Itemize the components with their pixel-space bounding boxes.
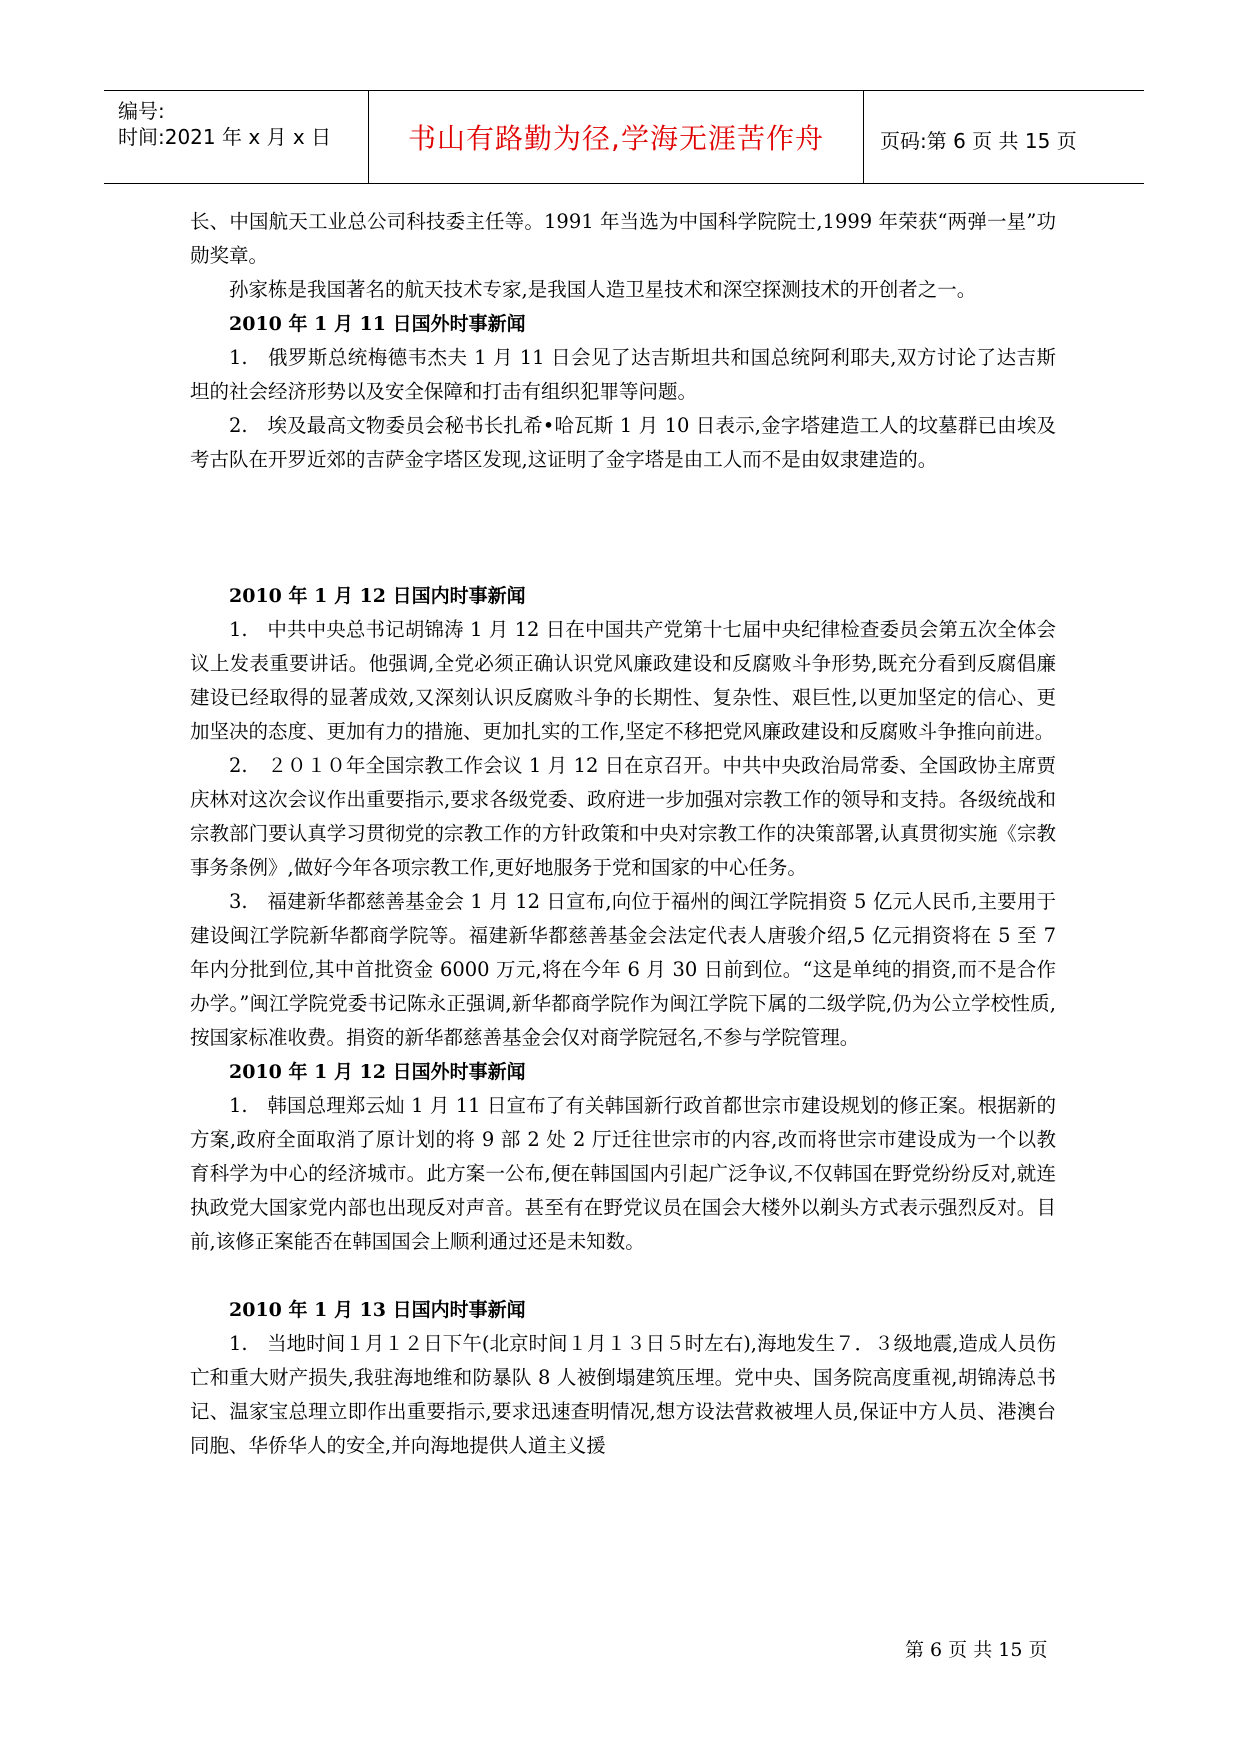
section-heading: 2010 年 1 月 12 日国外时事新闻 bbox=[229, 1061, 526, 1083]
paragraph-continuation: 长、中国航天工业总公司科技委主任等。1991 年当选为中国科学院院士,1999 年荣获“两弹一星”功勋奖章。 bbox=[190, 210, 1056, 267]
paragraph: 孙家栋是我国著名的航天技术专家,是我国人造卫星技术和深空探测技术的开创者之一。 bbox=[229, 278, 977, 301]
header-motto-cell bbox=[369, 91, 864, 183]
news-item: 3. 福建新华都慈善基金会 1 月 12 日宣布,向位于福州的闽江学院捐资 5 亿元人民币,主要用于建设闽江学院新华都商学院等。福建新华都慈善基金会法定代表人唐骏介绍,5 亿元捐资将在 5 至 7 年内分批到位,其中首批资金 6000 万元,将在今年 6 月 30 日前到位。“这是单纯的捐资,而不是合作办学。”闽江学院党委书记陈永正强调,新华都商学院作为闽江学院下属的二级学院,仍为公立学校性质,按国家标准收费。捐资的新华都慈善基金会仅对商学院冠名,不参与学院管理。 bbox=[190, 890, 1056, 1049]
header-meta-cell bbox=[104, 91, 369, 183]
news-item: 1. 俄罗斯总统梅德韦杰夫 1 月 11 日会见了达吉斯坦共和国总统阿利耶夫,双方讨论了达吉斯坦的社会经济形势以及安全保障和打击有组织犯罪等问题。 bbox=[190, 346, 1056, 403]
header-motto: 书山有路勤为径,学海无涯苦作舟 bbox=[408, 122, 824, 155]
news-item: 2. 埃及最高文物委员会秘书长扎希•哈瓦斯 1 月 10 日表示,金字塔建造工人的坟墓群已由埃及考古队在开罗近郊的吉萨金字塔区发现,这证明了金字塔是由工人而不是由奴隶建造的。 bbox=[190, 414, 1056, 471]
document-number-label: 编号: bbox=[118, 99, 165, 123]
document-time-label: 时间:2021 年 x 月 x 日 bbox=[118, 125, 332, 149]
section-heading: 2010 年 1 月 11 日国外时事新闻 bbox=[229, 313, 526, 335]
page-header bbox=[104, 90, 1144, 184]
news-item: 1. 韩国总理郑云灿 1 月 11 日宣布了有关韩国新行政首都世宗市建设规划的修正案。根据新的方案,政府全面取消了原计划的将 9 部 2 处 2 厅迁往世宗市的内容,改而将世宗市建设成为一个以教育科学为中心的经济城市。此方案一公布,便在韩国国内引起广泛争议,不仅韩国在野党纷纷反对,就连执政党大国家党内部也出现反对声音。甚至有在野党议员在国会大楼外以剃头方式表示强烈反对。目前,该修正案能否在韩国国会上顺利通过还是未知数。 bbox=[190, 1094, 1056, 1253]
header-page-cell bbox=[864, 91, 1144, 183]
section-heading: 2010 年 1 月 13 日国内时事新闻 bbox=[229, 1299, 526, 1321]
news-item: 2. ２０１０年全国宗教工作会议 1 月 12 日在京召开。中共中央政治局常委、全国政协主席贾庆林对这次会议作出重要指示,要求各级党委、政府进一步加强对宗教工作的领导和支持。各级统战和宗教部门要认真学习贯彻党的宗教工作的方针政策和中央对宗教工作的决策部署,认真贯彻实施《宗教事务条例》,做好今年各项宗教工作,更好地服务于党和国家的中心任务。 bbox=[190, 754, 1056, 879]
section-heading: 2010 年 1 月 12 日国内时事新闻 bbox=[229, 585, 526, 607]
news-item: 1. 中共中央总书记胡锦涛 1 月 12 日在中国共产党第十七届中央纪律检查委员会第五次全体会议上发表重要讲话。他强调,全党必须正确认识党风廉政建设和反腐败斗争形势,既充分看到反腐倡廉建设已经取得的显著成效,又深刻认识反腐败斗争的长期性、复杂性、艰巨性,以更加坚定的信心、更加坚决的态度、更加有力的措施、更加扎实的工作,坚定不移把党风廉政建设和反腐败斗争推向前进。 bbox=[190, 618, 1056, 743]
news-item: 1. 当地时间１月１２日下午(北京时间１月１３日５时左右),海地发生７．３级地震,造成人员伤亡和重大财产损失,我驻海地维和防暴队 8 人被倒塌建筑压埋。党中央、国务院高度重视,胡锦涛总书记、温家宝总理立即作出重要指示,要求迅速查明情况,想方设法营救被埋人员,保证中方人员、港澳台同胞、华侨华人的安全,并向海地提供人道主义援 bbox=[190, 1332, 1056, 1457]
header-page-number: 页码:第 6 页 共 15 页 bbox=[880, 129, 1077, 153]
document-body bbox=[190, 205, 1056, 1463]
page-footer: 第 6 页 共 15 页 bbox=[905, 1639, 1048, 1661]
